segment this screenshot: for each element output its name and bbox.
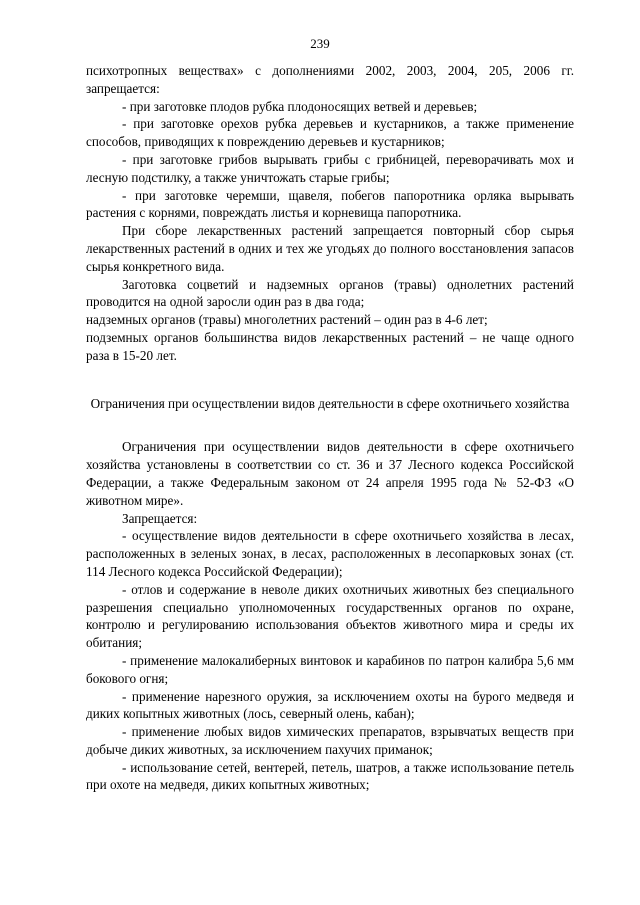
list-item: - при заготовке орехов рубка деревьев и кустарников, а также применение способов, приводящих к повреждению деревьев и кустарников; xyxy=(86,116,574,150)
section-heading: Ограничения при осуществлении видов деятельности в сфере охотничьего хозяйства xyxy=(90,395,570,411)
list-item: - при заготовке черемши, щавеля, побегов папоротника орляка вырывать растения с корнями, повреждать листья и корневища папоротника. xyxy=(86,187,574,221)
paragraph: подземных органов большинства видов лекарственных растений – не чаще одного раза в 15-20 лет. xyxy=(86,329,574,363)
list-item: - при заготовке плодов рубка плодоносящих ветвей и деревьев; xyxy=(122,98,478,114)
paragraph: Запрещается: xyxy=(122,510,198,526)
paragraph: Ограничения при осуществлении видов деятельности в сфере охотничьего хозяйства установлены в соответствии со ст. 36 и 37 Лесного кодекса Российской Федерации, а также Федеральным законом от 24 апреля 1995 года № 52-ФЗ «О животном мире». xyxy=(86,439,574,508)
list-item: - применение малокалиберных винтовок и карабинов по патрон калибра 5,6 мм бокового огня; xyxy=(86,652,574,686)
list-item: - при заготовке грибов вырывать грибы с грибницей, переворачивать мох и лесную подстилку, а также уничтожать старые грибы; xyxy=(86,151,574,185)
list-item: - применение любых видов химических препаратов, взрывчатых веществ при добыче диких животных, за исключением пахучих приманок; xyxy=(86,724,574,757)
list-item: - использование сетей, вентерей, петель, шатров, а также использование петель при охоте на медведя, диких копытных животных; xyxy=(86,759,574,793)
paragraph: Заготовка соцветий и надземных органов (травы) однолетних растений проводится на одной заросли один раз в два года; xyxy=(86,276,574,310)
page-number: 239 xyxy=(310,36,330,51)
paragraph: надземных органов (травы) многолетних растений – один раз в 4-6 лет; xyxy=(86,312,488,328)
paragraph: При сборе лекарственных растений запрещается повторный сбор сырья лекарственных растений в одних и тех же угодьях до полного восстановления запасов сырья конкретного вида. xyxy=(86,223,574,274)
page-content xyxy=(86,62,574,794)
list-item: - осуществление видов деятельности в сфере охотничьего хозяйства в лесах, расположенных в зеленых зонах, в лесах, расположенных в лесопарковых зонах (ст. 114 Лесного кодекса Российской Федерации); xyxy=(86,528,574,579)
paragraph: психотропных веществах» с дополнениями 2002, 2003, 2004, 205, 2006 гг. запрещается: xyxy=(86,63,574,96)
list-item: - отлов и содержание в неволе диких охотничьих животных без специального разрешения специально уполномоченных государственных органов по охране, контролю и регулированию использования объектов животного мира и среды их обитания; xyxy=(86,581,574,651)
list-item: - применение нарезного оружия, за исключением охоты на бурого медведя и диких копытных животных (лось, северный олень, кабан); xyxy=(86,688,574,722)
